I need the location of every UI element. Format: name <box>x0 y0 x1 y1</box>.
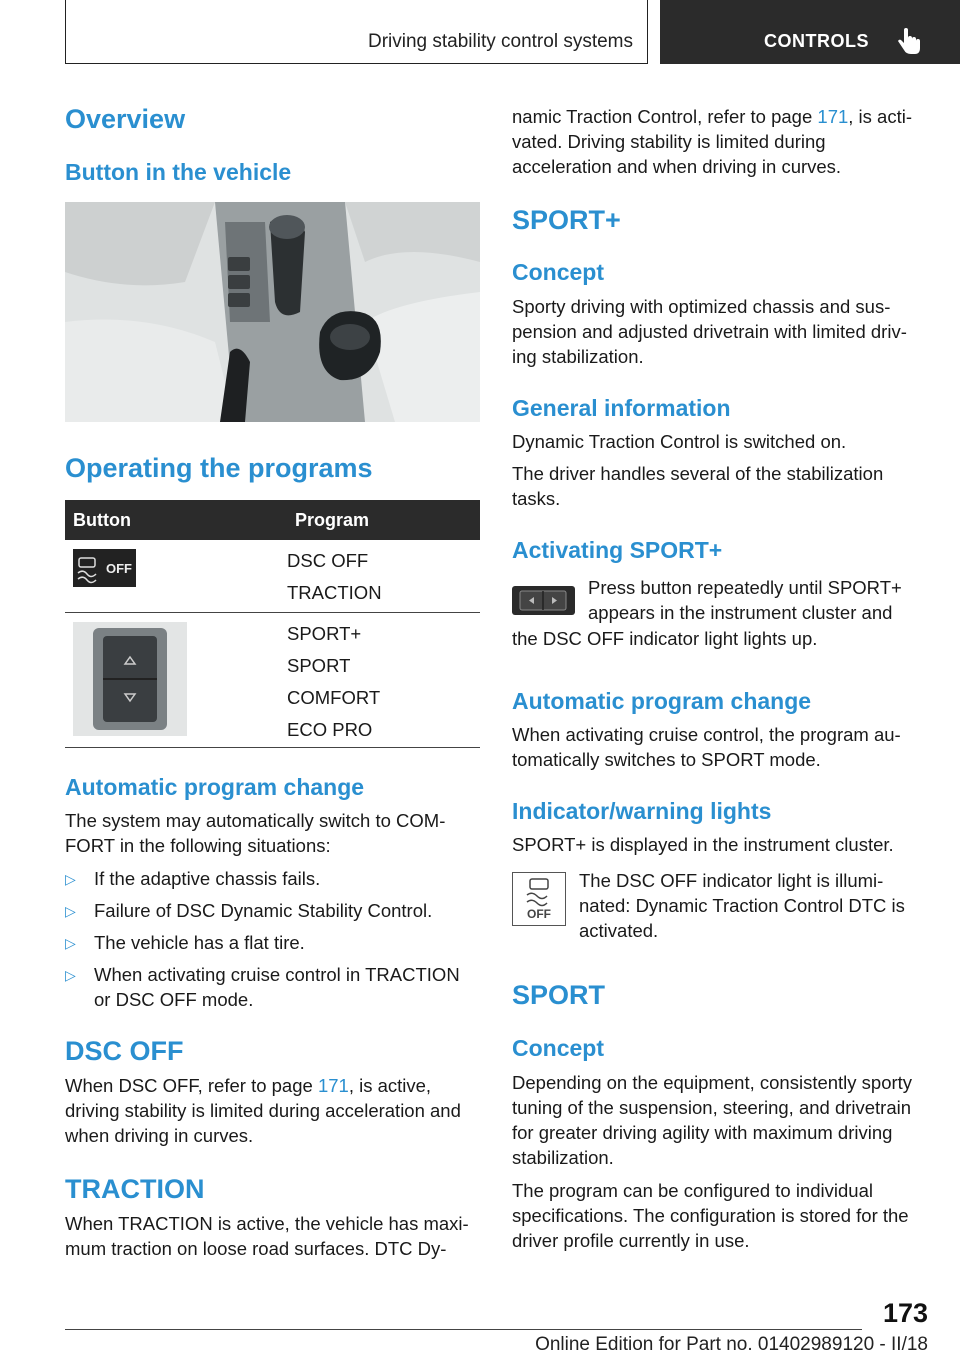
program-comfort: COMFORT <box>287 687 381 708</box>
page-link-171[interactable]: 171 <box>817 106 849 127</box>
heading-button-in-vehicle: Button in the vehicle <box>65 159 292 185</box>
programs-table <box>65 500 480 748</box>
auto-change-text: The system may automatically switch to COM-FORT in the following situations: <box>65 810 446 856</box>
triangle-bullet-icon: ▷ <box>65 935 76 951</box>
mode-rocker-switch-icon <box>73 622 187 736</box>
table-row-driving-modes <box>65 613 480 748</box>
activating-text-2: the DSC OFF indicator light lights up. <box>512 628 818 649</box>
traction-text: When TRACTION is active, the vehicle has maxi-mum traction on loose road surfaces. DTC Dy- <box>65 1213 469 1259</box>
heading-dsc-off: DSC OFF <box>65 1036 184 1066</box>
header-section-title: Driving stability control systems <box>367 31 633 52</box>
sport-concept-text: Depending on the equipment, consistently sporty tuning of the suspension, steering, and drivetrain for greater driving agility with maximum driving stabilization. <box>512 1072 913 1168</box>
heading-sport-plus: SPORT+ <box>512 205 621 235</box>
list-item: ▷ Failure of DSC Dynamic Stability Control. <box>65 898 480 923</box>
sport-plus-switch-icon <box>512 586 575 615</box>
page-number: 173 <box>882 1298 928 1328</box>
general-info-text-1: Dynamic Traction Control is switched on. <box>512 431 847 452</box>
heading-auto-program-change: Automatic program change <box>65 774 365 800</box>
program-dsc-off: DSC OFF <box>287 550 369 571</box>
heading-indicator-warning-lights: Indicator/warning lights <box>512 798 772 824</box>
dsc-off-button-icon <box>73 549 136 587</box>
heading-sport-plus-concept: Concept <box>512 259 604 285</box>
header-chapter-tab <box>660 0 960 64</box>
heading-sport-concept: Concept <box>512 1035 604 1061</box>
program-sport: SPORT <box>287 655 351 676</box>
heading-auto-program-change-right: Automatic program change <box>512 688 812 714</box>
page-link-171[interactable]: 171 <box>317 1075 349 1096</box>
sport-config-text: The program can be configured to individual specifications. The configuration is stored for the driver profile currently in use. <box>512 1180 909 1251</box>
dsc-off-indicator-icon <box>512 872 566 926</box>
sport-plus-concept-text: Sporty driving with optimized chassis and sus-pension and adjusted drivetrain with limited driv-ing stabilization. <box>512 296 907 367</box>
program-eco-pro: ECO PRO <box>287 719 373 740</box>
heading-overview: Overview <box>65 104 186 134</box>
header-chapter-title: CONTROLS <box>764 31 869 51</box>
table-row-dsc <box>65 540 480 613</box>
activating-text-1: Press button repeatedly until SPORT+ appears in the instrument cluster and <box>588 577 902 623</box>
indicator-text-2: The DSC OFF indicator light is illumi-nated: Dynamic Traction Control DTC is activated. <box>579 870 905 941</box>
dsc-off-text: When DSC OFF, refer to page 171, is active, driving stability is limited during acceleration and when driving in curves. <box>65 1075 461 1146</box>
list-item: ▷ The vehicle has a flat tire. <box>65 930 480 955</box>
traction-continued-text: namic Traction Control, refer to page 171, is acti-vated. Driving stability is limited during acceleration and when driving in curves. <box>512 106 913 177</box>
heading-operating-programs: Operating the programs <box>65 453 373 483</box>
footer-divider <box>65 1329 862 1330</box>
triangle-bullet-icon: ▷ <box>65 903 76 919</box>
program-traction: TRACTION <box>287 582 382 603</box>
hand-pointer-icon <box>896 28 922 56</box>
auto-change-right-text: When activating cruise control, the program au-tomatically switches to SPORT mode. <box>512 724 901 770</box>
auto-change-list <box>65 866 480 1019</box>
list-item: ▷ When activating cruise control in TRACTION or DSC OFF mode. <box>65 964 460 1010</box>
triangle-bullet-icon: ▷ <box>65 871 76 887</box>
vehicle-console-photo <box>65 202 480 422</box>
table-header-program: Program <box>287 500 480 540</box>
table-header-button: Button <box>65 500 287 540</box>
header-section-box <box>65 0 648 64</box>
list-item: ▷ If the adaptive chassis fails. <box>65 866 480 891</box>
general-info-text-2: The driver handles several of the stabilization tasks. <box>512 463 884 509</box>
triangle-bullet-icon: ▷ <box>65 967 76 983</box>
dsc-off-icon-label: OFF <box>106 561 132 576</box>
heading-general-information: General information <box>512 395 731 421</box>
indicator-text-1: SPORT+ is displayed in the instrument cluster. <box>512 834 894 855</box>
indicator-icon-label: OFF <box>527 907 551 921</box>
heading-sport: SPORT <box>512 980 606 1010</box>
heading-traction: TRACTION <box>65 1174 205 1204</box>
footer-edition: Online Edition for Part no. 01402989120 - II/18 <box>535 1334 928 1355</box>
heading-activating-sport-plus: Activating SPORT+ <box>512 537 723 563</box>
program-sport-plus: SPORT+ <box>287 623 362 644</box>
